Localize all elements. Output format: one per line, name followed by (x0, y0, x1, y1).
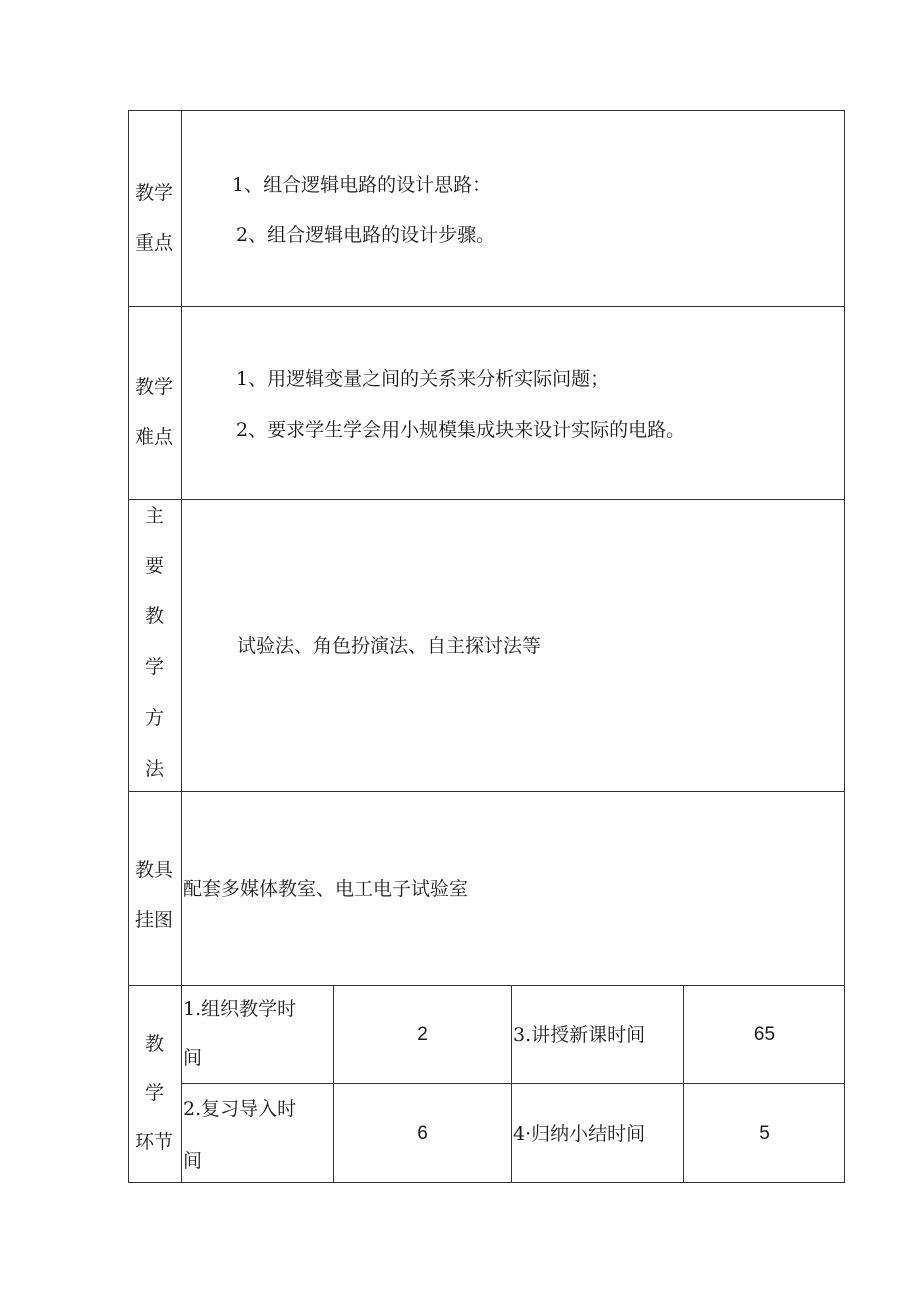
focus-label-line2: 重点 (135, 232, 174, 254)
stage-1-label-line2: 间 (183, 1047, 203, 1069)
stage-3-label: 3.讲授新课时间 (513, 1024, 646, 1046)
stage-col-divider (333, 985, 334, 1183)
stage-1-label-line1: 1.组织教学时 (183, 998, 297, 1020)
stage-2-label-line2: 间 (183, 1150, 203, 1172)
tools-content: 配套多媒体教室、电工电子试验室 (183, 878, 469, 900)
methods-label-char: 主 (145, 505, 165, 527)
difficulty-label-line1: 教学 (135, 376, 174, 398)
stage-1-value: 2 (417, 1024, 428, 1045)
row-divider (128, 985, 845, 986)
stage-col-divider (511, 985, 512, 1183)
row-divider (128, 791, 845, 792)
methods-label-char: 教 (145, 605, 165, 627)
methods-content: 试验法、角色扮演法、自主探讨法等 (237, 635, 542, 657)
difficulty-label-line2: 难点 (135, 426, 174, 448)
difficulty-item-1: 1、用逻辑变量之间的关系来分析实际问题； (236, 368, 610, 390)
focus-item-1: 1、组合逻辑电路的设计思路： (232, 174, 492, 196)
stages-label-char: 学 (145, 1082, 165, 1104)
tools-label-line1: 教具 (135, 859, 174, 881)
methods-label-char: 法 (145, 758, 165, 780)
methods-label-char: 学 (145, 656, 165, 678)
tools-label-line2: 挂图 (135, 909, 174, 931)
stage-2-label-line1: 2.复习导入时 (183, 1098, 297, 1120)
row-divider (128, 306, 845, 307)
stage-4-label: 4·归纳小结时间 (513, 1123, 646, 1145)
stage-2-value: 6 (417, 1123, 428, 1144)
difficulty-item-2: 2、要求学生学会用小规模集成块来设计实际的电路。 (236, 419, 686, 441)
focus-label-line1: 教学 (135, 182, 174, 204)
row-divider (128, 499, 845, 500)
methods-label-char: 要 (145, 555, 165, 577)
stages-label-char: 教 (145, 1033, 165, 1055)
label-column-divider (181, 110, 182, 1183)
focus-item-2: 2、组合逻辑电路的设计步骤。 (236, 224, 496, 246)
stage-4-value: 5 (759, 1123, 770, 1144)
stage-3-value: 65 (753, 1024, 776, 1045)
stage-col-divider (683, 985, 684, 1183)
stage-row-divider (181, 1083, 845, 1084)
methods-label-char: 方 (145, 707, 165, 729)
stages-label-char: 环节 (135, 1131, 174, 1153)
